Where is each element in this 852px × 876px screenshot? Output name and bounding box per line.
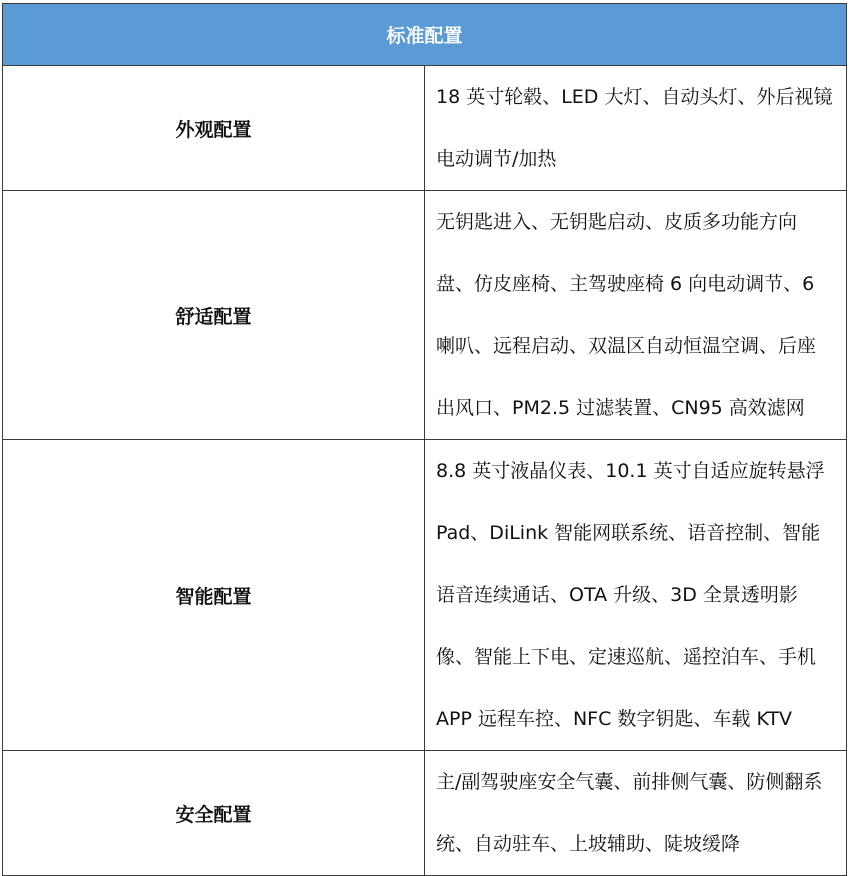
category-cell: 舒适配置 (3, 191, 425, 440)
standard-config-table (2, 3, 847, 876)
content-cell: 18 英寸轮毂、LED 大灯、自动头灯、外后视镜电动调节/加热 (425, 66, 847, 191)
table-row-exterior (3, 66, 847, 191)
table-title: 标准配置 (3, 4, 847, 66)
table-header-row (3, 4, 847, 66)
category-cell: 安全配置 (3, 751, 425, 876)
content-cell: 主/副驾驶座安全气囊、前排侧气囊、防侧翻系统、自动驻车、上坡辅助、陡坡缓降 (425, 751, 847, 876)
table-row-smart (3, 440, 847, 751)
content-cell: 8.8 英寸液晶仪表、10.1 英寸自适应旋转悬浮 Pad、DiLink 智能网联系统、语音控制、智能语音连续通话、OTA 升级、3D 全景透明影像、智能上下电、定速巡航、遥控泊车、手机 APP 远程车控、NFC 数字钥匙、车载 KTV (425, 440, 847, 751)
category-cell: 智能配置 (3, 440, 425, 751)
category-cell: 外观配置 (3, 66, 425, 191)
content-cell: 无钥匙进入、无钥匙启动、皮质多功能方向盘、仿皮座椅、主驾驶座椅 6 向电动调节、6 喇叭、远程启动、双温区自动恒温空调、后座出风口、PM2.5 过滤装置、CN95 高效滤网 (425, 191, 847, 440)
table-row-comfort (3, 191, 847, 440)
table-row-safety (3, 751, 847, 876)
